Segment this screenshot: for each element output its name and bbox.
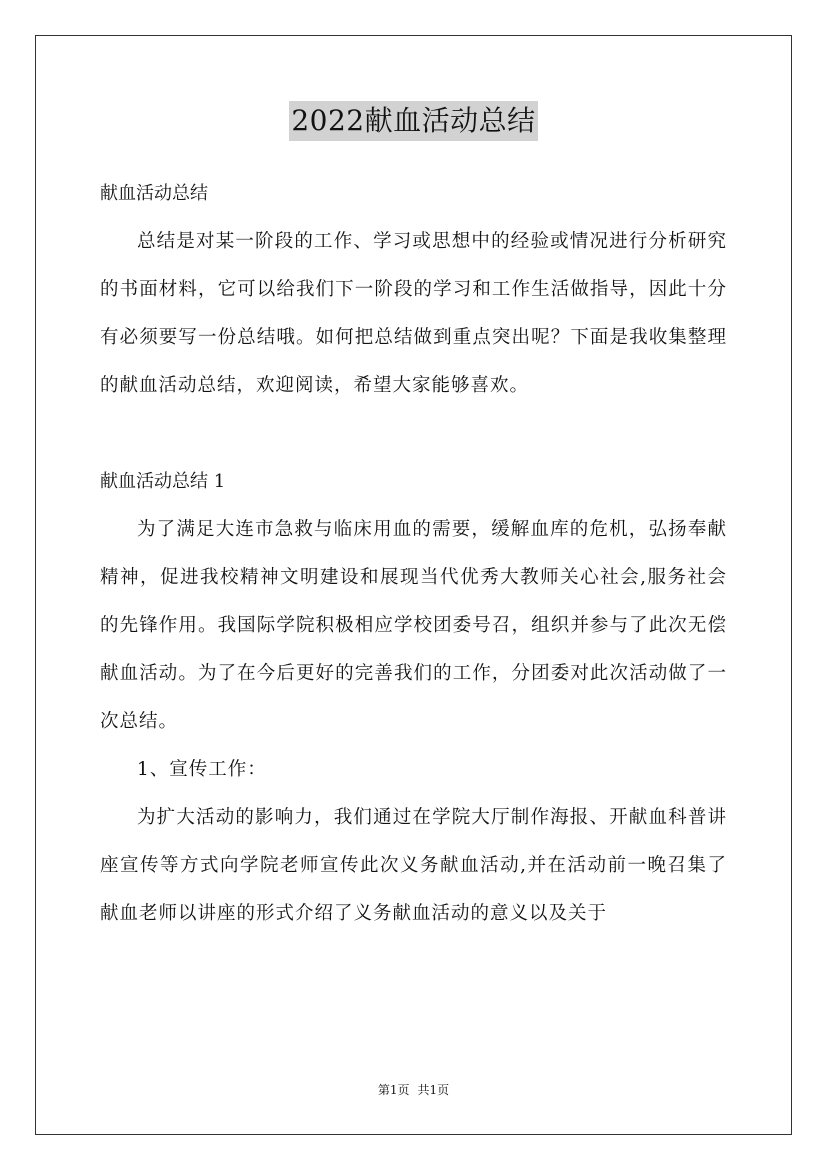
section1-heading: 献血活动总结 1 [100,471,226,492]
intro-paragraph: 总结是对某一阶段的工作、学习或思想中的经验或情况进行分析研究的书面材料，它可以给我们下一阶段的学习和工作生活做指导，因此十分有必须要写一份总结哦。如何把总结做到重点突出呢？下面是我收集整理的献血活动总结，欢迎阅读，希望大家能够喜欢。 [100,231,727,396]
document-body [100,170,727,938]
section1-paragraph: 为了满足大连市急救与临床用血的需要，缓解血库的危机，弘扬奉献精神，促进我校精神文明建设和展现当代优秀大教师关心社会,服务社会的先锋作用。我国际学院积极相应学校团委号召，组织并参与了此次无偿献血活动。为了在今后更好的完善我们的工作，分团委对此次活动做了一次总结。 [100,519,727,732]
item1-heading: 1、宣传工作： [137,759,267,780]
section-spacer [100,410,727,458]
page-number: 第1页 [377,1083,410,1097]
item1-paragraph: 为扩大活动的影响力，我们通过在学院大厅制作海报、开献血科普讲座宣传等方式向学院老师宣传此次义务献血活动,并在活动前一晚召集了献血老师以讲座的形式介绍了义务献血活动的意义以及关于 [100,807,727,924]
title-container [0,101,827,141]
page-total: 共1页 [417,1083,450,1097]
page-footer [0,1082,827,1098]
intro-heading: 献血活动总结 [100,183,208,204]
document-title: 2022献血活动总结 [289,101,537,141]
